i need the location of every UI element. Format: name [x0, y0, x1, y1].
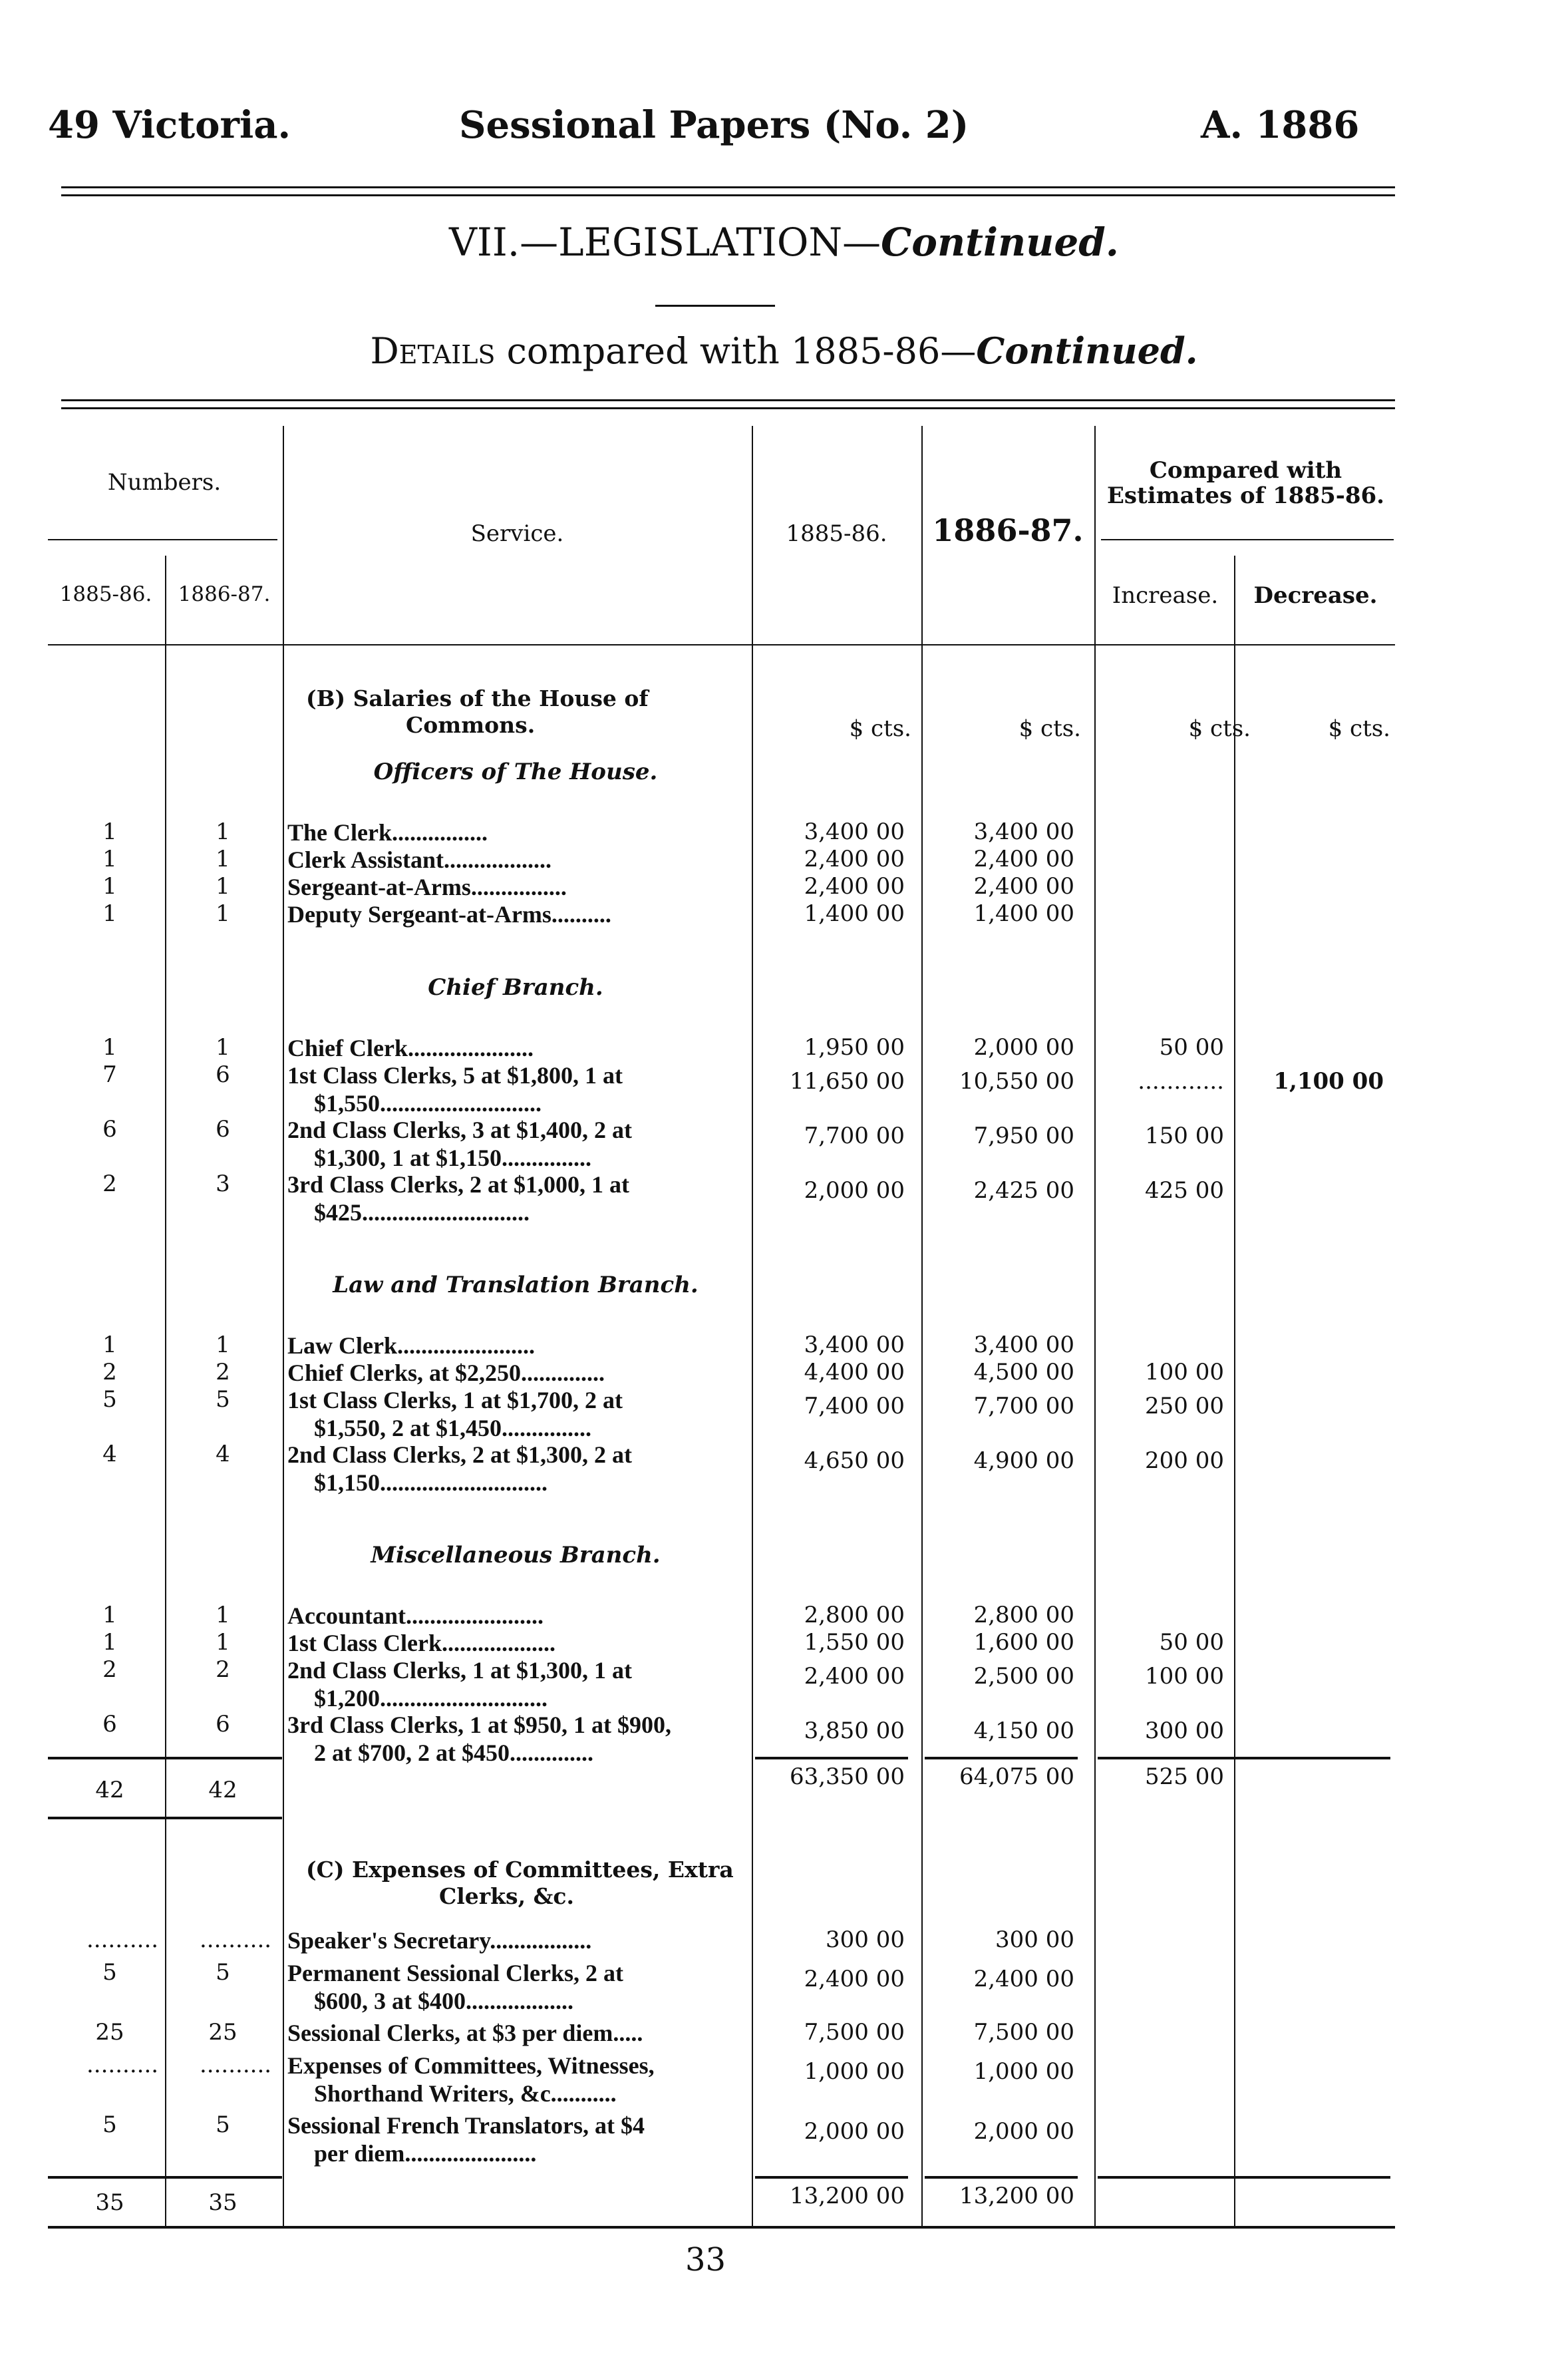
number-1886: 1 — [216, 1629, 230, 1656]
number-1885: .......... — [86, 2052, 159, 2078]
number-1886: 5 — [216, 2111, 230, 2138]
service-line: 2nd Class Clerks, 3 at $1,400, 2 at — [287, 1117, 633, 1143]
number-1885: .......... — [86, 1926, 159, 1953]
service-line: $1,150............................ — [314, 1469, 548, 1496]
number-1885: 25 — [95, 2019, 124, 2046]
number-1885: 1 — [102, 1602, 117, 1628]
amount-1885-86: 2,400 00 — [804, 846, 905, 872]
number-1885: 5 — [102, 1959, 117, 1986]
service-description — [287, 1656, 750, 1712]
col-divider — [1094, 426, 1096, 2226]
service-line: $425............................ — [314, 1199, 530, 1226]
amount-1885-86: 1,000 00 — [804, 2058, 905, 2085]
number-1886: 3 — [216, 1171, 230, 1197]
service-line: Shorthand Writers, &c........... — [314, 2080, 617, 2107]
total-rule — [755, 1757, 908, 1759]
number-1885: 1 — [102, 1629, 117, 1656]
service-line: 2 at $700, 2 at $450.............. — [314, 1739, 593, 1766]
page-number: 33 — [685, 2241, 726, 2278]
service-line: $1,550........................... — [314, 1090, 542, 1117]
amount-1886-87: 10,550 00 — [959, 1068, 1074, 1095]
number-1885: 4 — [102, 1441, 117, 1467]
number-1885: 6 — [102, 1116, 117, 1143]
number-1885: 7 — [102, 1061, 117, 1088]
total-rule — [1237, 1757, 1390, 1759]
service-description — [287, 819, 750, 846]
amount-1886-87: 300 00 — [995, 1926, 1074, 1953]
increase: 250 00 — [1145, 1393, 1224, 1419]
page-subtitle — [0, 329, 1568, 372]
number-1886: 6 — [216, 1711, 230, 1737]
service-line: Deputy Sergeant-at-Arms.......... — [287, 901, 611, 928]
amount-1886-87: 2,425 00 — [973, 1177, 1074, 1204]
amount-1885-86: 2,400 00 — [804, 873, 905, 900]
amount-1886-87: 1,400 00 — [973, 900, 1074, 927]
number-1885: 1 — [102, 1034, 117, 1061]
total-rule — [166, 1757, 282, 1759]
amount-1885-86: 3,400 00 — [804, 819, 905, 845]
amount-1886-87: 4,150 00 — [973, 1718, 1074, 1744]
col-divider — [921, 426, 923, 2226]
amount-1886-87: 2,400 00 — [973, 873, 1074, 900]
amount-1885-86: 2,400 00 — [804, 1966, 905, 1992]
amount-1885-86: 3,850 00 — [804, 1718, 905, 1744]
amount-1886-87: 2,000 00 — [973, 2118, 1074, 2145]
subtitle-suffix: Continued. — [976, 329, 1198, 372]
service-description — [287, 846, 750, 874]
service-line: 1st Class Clerks, 5 at $1,800, 1 at — [287, 1062, 623, 1089]
col-divider — [1234, 556, 1235, 2226]
service-line: $600, 3 at $400.................. — [314, 1988, 573, 2014]
service-line: 2nd Class Clerks, 2 at $1,300, 2 at — [287, 1441, 633, 1468]
total-1885-86: 63,350 00 — [789, 1763, 905, 1790]
total-increase: 525 00 — [1145, 1763, 1224, 1790]
number-1886: 1 — [216, 900, 230, 927]
number-1886: 5 — [216, 1959, 230, 1986]
page-title — [0, 220, 1568, 265]
total-rule — [755, 2176, 908, 2179]
col-compared: Compared with Estimates of 1885-86. — [1106, 457, 1385, 509]
col-numbers: Numbers. — [107, 469, 222, 496]
service-description — [287, 2052, 750, 2107]
service-description — [287, 1171, 750, 1226]
service-description — [287, 873, 750, 901]
section-c-title-2: Clerks, &c. — [439, 1883, 574, 1909]
total-1885-86: 13,200 00 — [789, 2183, 905, 2209]
number-1886: .......... — [200, 1926, 272, 1953]
amount-1886-87: 2,800 00 — [973, 1602, 1074, 1628]
number-1885: 2 — [102, 1359, 117, 1385]
cts-label: $ cts. — [1328, 715, 1390, 742]
amount-1886-87: 4,500 00 — [973, 1359, 1074, 1385]
number-1885: 5 — [102, 1386, 117, 1413]
table-bottom-rule — [48, 2226, 1395, 2229]
total-rule — [166, 1817, 282, 1819]
group-heading: Law and Translation Branch. — [333, 1272, 699, 1298]
title-suffix: Continued. — [881, 220, 1119, 265]
number-1885: 5 — [102, 2111, 117, 2138]
increase: 300 00 — [1145, 1718, 1224, 1744]
table-top-rule — [61, 399, 1395, 401]
amount-1886-87: 3,400 00 — [973, 1332, 1074, 1358]
service-description — [287, 1926, 750, 1954]
amount-1885-86: 4,650 00 — [804, 1447, 905, 1474]
service-description — [287, 1629, 750, 1657]
total-rule — [166, 2176, 282, 2179]
increase: ............ — [1138, 1068, 1224, 1095]
amount-1885-86: 1,550 00 — [804, 1629, 905, 1656]
header-rule — [1101, 539, 1394, 540]
number-1886: 1 — [216, 846, 230, 872]
header-rule — [61, 186, 1395, 188]
total-1885: 42 — [95, 1777, 124, 1803]
subtitle-lead: Details — [370, 330, 496, 372]
col-divider — [752, 426, 753, 2226]
service-line: $1,300, 1 at $1,150............... — [314, 1145, 591, 1171]
col-divider — [165, 556, 166, 2226]
increase: 50 00 — [1159, 1629, 1224, 1656]
col-service: Service. — [470, 520, 564, 547]
total-1886: 42 — [208, 1777, 237, 1803]
section-b-title-2: Commons. — [406, 712, 536, 738]
number-1886: 1 — [216, 873, 230, 900]
increase: 200 00 — [1145, 1447, 1224, 1474]
service-line: Speaker's Secretary................. — [287, 1927, 592, 1954]
col-1886-87: 1886-87. — [932, 512, 1084, 548]
amount-1885-86: 11,650 00 — [789, 1068, 905, 1095]
amount-1886-87: 2,000 00 — [973, 1034, 1074, 1061]
amount-1885-86: 300 00 — [826, 1926, 905, 1953]
service-line: per diem...................... — [314, 2140, 537, 2167]
amount-1886-87: 7,950 00 — [973, 1123, 1074, 1149]
header-right: A. 1886 — [1201, 103, 1360, 147]
header-rule — [48, 644, 1395, 645]
number-1886: 2 — [216, 1656, 230, 1683]
service-description — [287, 1034, 750, 1062]
section-b-title: (B) Salaries of the House of — [306, 685, 649, 711]
amount-1885-86: 7,700 00 — [804, 1123, 905, 1149]
service-description — [287, 1959, 750, 2015]
service-line: Law Clerk....................... — [287, 1332, 535, 1359]
group-heading: Chief Branch. — [428, 974, 603, 1001]
amount-1885-86: 4,400 00 — [804, 1359, 905, 1385]
subtitle-middle: compared with 1885-86— — [495, 330, 977, 372]
col-divider — [283, 426, 284, 2226]
service-description — [287, 1061, 750, 1117]
service-line: 1st Class Clerk................... — [287, 1630, 555, 1656]
service-line: Sessional French Translators, at $4 — [287, 2112, 645, 2139]
number-1886: 4 — [216, 1441, 230, 1467]
cts-label: $ cts. — [1019, 715, 1081, 742]
service-line: $1,200............................ — [314, 1685, 548, 1712]
service-description — [287, 1116, 750, 1172]
col-1885-86: 1885-86. — [786, 520, 887, 547]
number-1885: 1 — [102, 1332, 117, 1358]
amount-1886-87: 7,700 00 — [973, 1393, 1074, 1419]
service-description — [287, 900, 750, 928]
service-line: 3rd Class Clerks, 2 at $1,000, 1 at — [287, 1171, 629, 1198]
service-line: The Clerk................ — [287, 819, 488, 846]
amount-1885-86: 2,400 00 — [804, 1663, 905, 1690]
service-description — [287, 1602, 750, 1630]
service-line: Chief Clerk..................... — [287, 1035, 534, 1061]
service-line: Permanent Sessional Clerks, 2 at — [287, 1960, 623, 1986]
title-main: VII.—LEGISLATION— — [449, 220, 881, 265]
number-1885: 1 — [102, 819, 117, 845]
total-rule — [1098, 2176, 1251, 2179]
number-1886: 5 — [216, 1386, 230, 1413]
header-left: 49 Victoria. — [48, 103, 291, 147]
total-rule — [48, 2176, 165, 2179]
number-1885: 1 — [102, 846, 117, 872]
amount-1886-87: 1,600 00 — [973, 1629, 1074, 1656]
increase: 100 00 — [1145, 1359, 1224, 1385]
header-center: Sessional Papers (No. 2) — [459, 103, 969, 147]
service-line: Sessional Clerks, at $3 per diem..... — [287, 2020, 643, 2046]
service-line: 1st Class Clerks, 1 at $1,700, 2 at — [287, 1387, 623, 1413]
amount-1885-86: 7,500 00 — [804, 2019, 905, 2046]
number-1886: 6 — [216, 1116, 230, 1143]
amount-1885-86: 2,800 00 — [804, 1602, 905, 1628]
group-heading: Miscellaneous Branch. — [371, 1542, 661, 1568]
number-1886: 6 — [216, 1061, 230, 1088]
service-description — [287, 1711, 750, 1767]
total-rule — [925, 1757, 1078, 1759]
total-rule — [1237, 2176, 1390, 2179]
amount-1886-87: 2,400 00 — [973, 1966, 1074, 1992]
header-rule — [61, 194, 1395, 196]
service-description — [287, 1386, 750, 1442]
total-1885: 35 — [95, 2189, 124, 2216]
title-rule — [655, 305, 775, 307]
number-1886: 1 — [216, 1034, 230, 1061]
amount-1886-87: 2,500 00 — [973, 1663, 1074, 1690]
increase: 100 00 — [1145, 1663, 1224, 1690]
total-rule — [925, 2176, 1078, 2179]
increase: 150 00 — [1145, 1123, 1224, 1149]
amount-1886-87: 3,400 00 — [973, 819, 1074, 845]
amount-1886-87: 1,000 00 — [973, 2058, 1074, 2085]
service-line: 3rd Class Clerks, 1 at $950, 1 at $900, — [287, 1712, 671, 1738]
total-rule — [48, 1757, 165, 1759]
total-rule — [48, 1817, 165, 1819]
service-line: Clerk Assistant.................. — [287, 846, 552, 873]
number-1885: 6 — [102, 1711, 117, 1737]
service-description — [287, 1332, 750, 1360]
number-1886: 1 — [216, 1332, 230, 1358]
group-heading: Officers of The House. — [373, 759, 658, 785]
number-1885: 2 — [102, 1171, 117, 1197]
amount-1885-86: 1,950 00 — [804, 1034, 905, 1061]
cts-label: $ cts. — [849, 715, 911, 742]
service-description — [287, 2111, 750, 2167]
total-1886: 35 — [208, 2189, 237, 2216]
header-rule — [48, 539, 277, 540]
amount-1885-86: 1,400 00 — [804, 900, 905, 927]
col-decrease: Decrease. — [1253, 582, 1378, 609]
amount-1885-86: 2,000 00 — [804, 1177, 905, 1204]
service-line: Chief Clerks, at $2,250.............. — [287, 1360, 605, 1386]
amount-1886-87: 2,400 00 — [973, 846, 1074, 872]
number-1885: 2 — [102, 1656, 117, 1683]
service-description — [287, 2019, 750, 2047]
service-line: $1,550, 2 at $1,450............... — [314, 1415, 591, 1441]
decrease: 1,100 00 — [1273, 1068, 1384, 1095]
section-c-title: (C) Expenses of Committees, Extra — [306, 1857, 734, 1883]
service-line: Expenses of Committees, Witnesses, — [287, 2052, 655, 2079]
col-numbers-1886: 1886-87. — [178, 582, 271, 606]
number-1886: .......... — [200, 2052, 272, 2078]
col-increase: Increase. — [1112, 582, 1219, 609]
service-line: Accountant....................... — [287, 1602, 544, 1629]
total-1886-87: 13,200 00 — [959, 2183, 1074, 2209]
number-1885: 1 — [102, 873, 117, 900]
number-1886: 1 — [216, 819, 230, 845]
col-numbers-1885: 1885-86. — [59, 582, 152, 606]
total-1886-87: 64,075 00 — [959, 1763, 1074, 1790]
number-1886: 1 — [216, 1602, 230, 1628]
increase: 50 00 — [1159, 1034, 1224, 1061]
amount-1885-86: 2,000 00 — [804, 2118, 905, 2145]
amount-1885-86: 7,400 00 — [804, 1393, 905, 1419]
number-1886: 2 — [216, 1359, 230, 1385]
amount-1885-86: 3,400 00 — [804, 1332, 905, 1358]
cts-label: $ cts. — [1188, 715, 1251, 742]
service-description — [287, 1359, 750, 1387]
number-1885: 1 — [102, 900, 117, 927]
number-1886: 25 — [208, 2019, 237, 2046]
service-line: Sergeant-at-Arms................ — [287, 874, 567, 900]
table-top-rule — [61, 407, 1395, 409]
amount-1886-87: 7,500 00 — [973, 2019, 1074, 2046]
amount-1886-87: 4,900 00 — [973, 1447, 1074, 1474]
service-description — [287, 1441, 750, 1497]
total-rule — [1098, 1757, 1251, 1759]
service-line: 2nd Class Clerks, 1 at $1,300, 1 at — [287, 1657, 633, 1684]
increase: 425 00 — [1145, 1177, 1224, 1204]
